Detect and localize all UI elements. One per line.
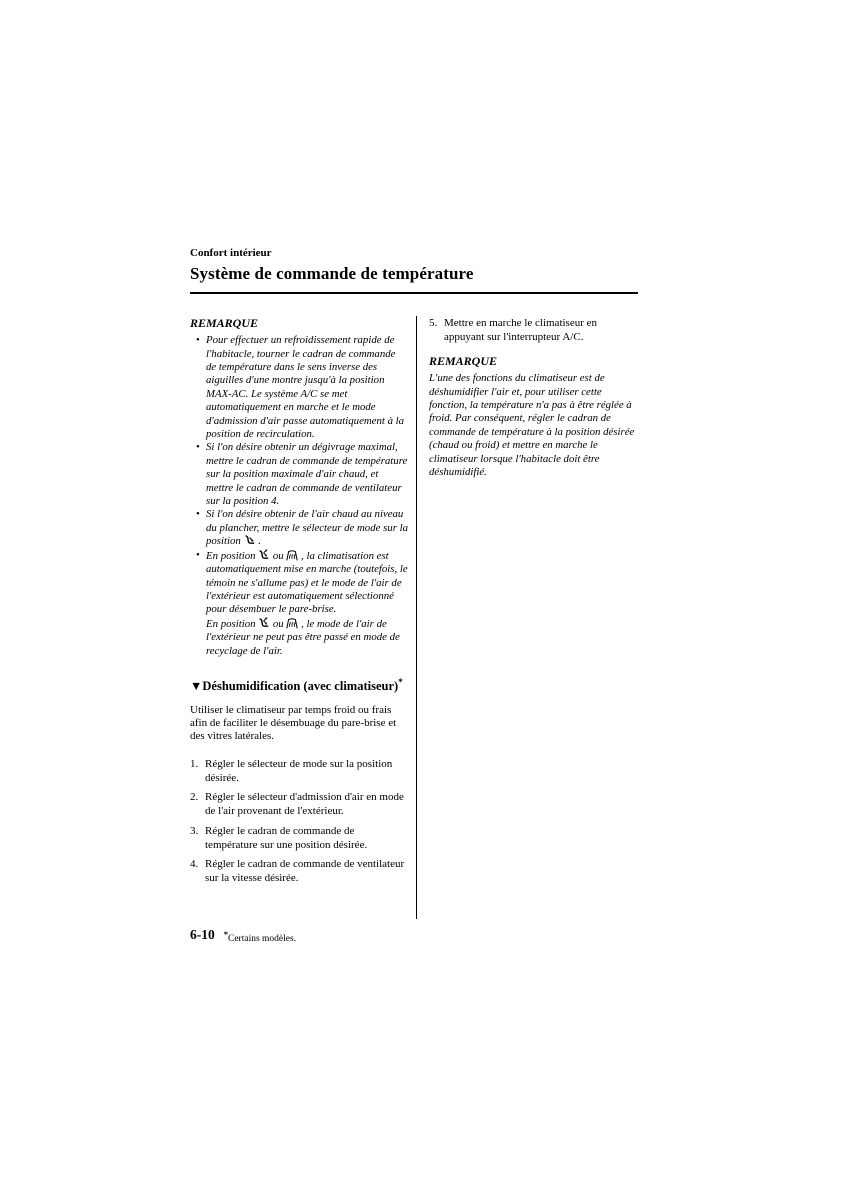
- page-number: 6-10: [190, 927, 215, 942]
- footnote-asterisk: *: [398, 676, 403, 687]
- numbered-steps-list: [190, 757, 408, 886]
- footnote-text: Certains modèles.: [228, 934, 297, 945]
- step-number: 1.: [190, 757, 199, 770]
- numbered-step: [190, 824, 408, 852]
- step-number: 5.: [429, 317, 438, 330]
- step-text: Régler le cadran de commande de ventilateur sur la vitesse désirée.: [205, 858, 405, 885]
- step-number: 3.: [190, 824, 199, 837]
- step-number: 2.: [190, 791, 199, 804]
- mode-defrost-icon: [286, 618, 298, 629]
- numbered-steps-continued: [429, 316, 638, 344]
- mode-floor-defrost-icon: [258, 617, 270, 629]
- page-title: Système de commande de température: [190, 264, 474, 283]
- page-footer: [190, 927, 296, 947]
- remarque-heading: REMARQUE: [429, 354, 498, 369]
- intro-paragraph: Utiliser le climatiseur par temps froid ou frais afin de faciliter le désembuage du pare-brise et des vitres latérales.: [190, 703, 397, 743]
- remarque-bullet-item: • En position ou , la climatisation est automatiquement mise en marche (toutefois, le témoin ne s'allume pas) et le mode de l'air de l'extérieur est automatiquement sélectionné pour désembuer le pare-brise. En position ou , le mode de l'air de l'extérieur ne peut pas être passé en mode de recyclage de l'air.: [206, 549, 408, 658]
- subsection-heading-text: Déshumidification (avec climatiseur): [202, 679, 399, 694]
- mode-floor-icon: [244, 535, 256, 546]
- right-column: [429, 316, 638, 479]
- step-number: 4.: [190, 858, 199, 871]
- footnote-asterisk: *: [223, 929, 228, 939]
- two-column-layout: [190, 316, 638, 922]
- remarque-bullet-item: • Si l'on désire obtenir de l'air chaud au niveau du plancher, mettre le sélecteur de mode sur la position .: [206, 508, 408, 548]
- numbered-step: [190, 757, 408, 785]
- section-label: Confort intérieur: [190, 247, 272, 259]
- triangle-marker-icon: ▼: [190, 679, 203, 694]
- step-text: Régler le sélecteur de mode sur la position désirée.: [205, 757, 393, 784]
- remarque-bullet-item: • Pour effectuer un refroidissement rapide de l'habitacle, tourner le cadran de commande de température dans le sens inverse des aiguilles d'une montre jusqu'à la position MAX-AC. Le système A/C se met automatiquement en marche et le mode d'admission d'air passe automatiquement à la position de recirculation.: [206, 334, 408, 441]
- step-text: Régler le sélecteur d'admission d'air en mode de l'air provenant de l'extérieur.: [205, 791, 404, 818]
- remarque-bullet-list: [190, 334, 408, 658]
- footnote: [224, 927, 296, 947]
- remarque-bullet-item: • Si l'on désire obtenir un dégivrage maximal, mettre le cadran de commande de température sur la position maximale d'air chaud, et mettre le cadran de commande de ventilateur sur la position 4.: [206, 441, 408, 508]
- mode-defrost-icon: [286, 550, 298, 561]
- left-column: [190, 316, 408, 885]
- step-text: Régler le cadran de commande de température sur une position désirée.: [205, 824, 368, 851]
- numbered-step: [190, 790, 408, 818]
- step-text: Mettre en marche le climatiseur en appuyant sur l'interrupteur A/C.: [444, 317, 598, 344]
- title-rule: [190, 292, 638, 294]
- page-header: [190, 247, 638, 294]
- page-content: [190, 247, 638, 922]
- mode-floor-defrost-icon: [258, 549, 270, 561]
- numbered-step: [190, 857, 408, 885]
- remarque-heading: REMARQUE: [190, 316, 259, 331]
- column-divider: [416, 316, 417, 919]
- note-paragraph: L'une des fonctions du climatiseur est de déshumidifier l'air et, pour utiliser cette fonction, la température n'a pas à être réglée à froid. Par conséquent, régler le cadran de commande de température à la position désirée (chaud ou froid) et mettre en marche le climatiseur lorsque l'habitacle doit être déshumidifié.: [429, 372, 635, 479]
- subsection-heading: [190, 675, 408, 694]
- numbered-step: [429, 316, 638, 344]
